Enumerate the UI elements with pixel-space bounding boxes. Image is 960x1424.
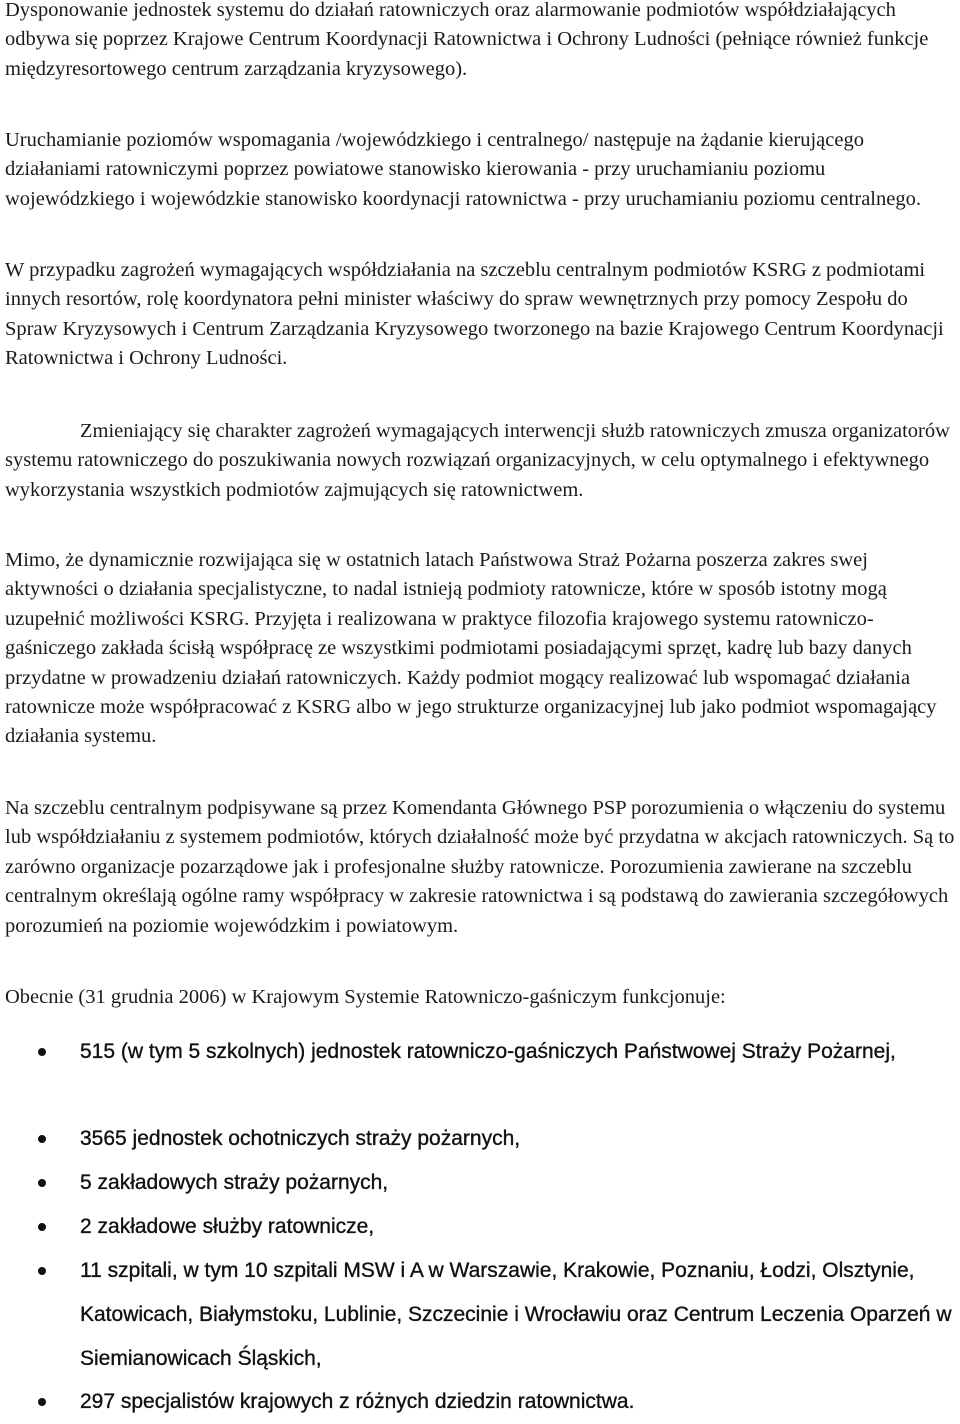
list-item-text: 297 specjalistów krajowych z różnych dziedzin ratownictwa. <box>80 1390 635 1413</box>
bullet-icon <box>38 1398 46 1406</box>
list-item-text: 515 (w tym 5 szkolnych) jednostek ratowniczo-gaśniczych Państwowej Straży Pożarnej, <box>80 1040 896 1063</box>
paragraph-support-levels: Uruchamianie poziomów wspomagania /wojewódzkiego i centralnego/ następuje na żądanie kierującego działaniami ratowniczymi poprzez powiatowe stanowisko kierowania - przy uruchamianiu poziomu wojewódzkiego i wojewódzkie stanowisko koordynacji ratownictwa - przy uruchamianiu poziomu centralnego. <box>5 129 921 210</box>
list-item <box>80 1117 960 1161</box>
bullet-icon <box>38 1223 46 1231</box>
paragraph-agreements: Na szczeblu centralnym podpisywane są przez Komendanta Głównego PSP porozumienia o włączeniu do systemu lub współdziałaniu z systemem podmiotów, których działalność może być przydatna w akcjach ratowniczych. Są to zarówno organizacje pozarządowe jak i profesjonalne służby ratownicze. Porozumienia zawierane na szczeblu centralnym określają ogólne ramy współpracy w zakresie ratownictwa i są podstawą do zawierania szczegółowych porozumień na poziomie wojewódzkim i powiatowym. <box>5 797 955 937</box>
list-item-text: 3565 jednostek ochotniczych straży pożarnych, <box>80 1127 521 1150</box>
bullet-icon <box>38 1267 46 1275</box>
paragraph-changing-threats: Zmieniający się charakter zagrożeń wymagających interwencji służb ratowniczych zmusza organizatorów systemu ratowniczego do poszukiwania nowych rozwiązań organizacyjnych, w celu optymalnego i efektywnego wykorzystania wszystkich podmiotów zajmujących się ratownictwem. <box>5 420 950 501</box>
list-item <box>80 1249 960 1381</box>
list-item-text: 11 szpitali, w tym 10 szpitali MSW i A w Warszawie, Krakowie, Poznaniu, Łodzi, Olsztynie, Katowicach, Białymstoku, Lublinie, Szczecinie i Wrocławiu oraz Centrum Leczenia Oparzeń w Siemianowicach Śląskich, <box>80 1259 952 1370</box>
paragraph-central-threats: W przypadku zagrożeń wymagających współdziałania na szczeblu centralnym podmiotów KSRG z podmiotami innych resortów, rolę koordynatora pełni minister właściwy do spraw wewnętrznych przy pomocy Zespołu do Spraw Kryzysowych i Centrum Zarządzania Kryzysowego tworzonego na bazie Krajowego Centrum Koordynacji Ratownictwa i Ochrony Ludności. <box>5 259 944 370</box>
paragraph-dispatching: Dysponowanie jednostek systemu do działań ratowniczych oraz alarmowanie podmiotów współdziałających odbywa się poprzez Krajowe Centrum Koordynacji Ratownictwa i Ochrony Ludności (pełniące również funkcje międzyresortowego centrum zarządzania kryzysowego). <box>5 0 929 80</box>
list-item-text: 2 zakładowe służby ratownicze, <box>80 1215 375 1238</box>
list-item <box>80 1161 960 1205</box>
list-item <box>80 1030 960 1074</box>
list-item <box>80 1380 960 1424</box>
paragraph-psp-activity: Mimo, że dynamicznie rozwijająca się w ostatnich latach Państwowa Straż Pożarna poszerza zakres swej aktywności o działania specjalistyczne, to nadal istnieją podmioty ratownicze, które w sposób istotny mogą uzupełnić możliwości KSRG. Przyjęta i realizowana w praktyce filozofia krajowego systemu ratowniczo- gaśniczego zakłada ścisłą współpracę ze wszystkimi podmiotami posiadającymi sprzęt, kadrę lub bazy danych przydatne w prowadzeniu działań ratowniczych. Każdy podmiot mogący realizować lub wspomagać działania ratownicze może współpracować z KSRG albo w jego strukturze organizacyjnej lub jako podmiot wspomagający działania systemu. <box>5 549 937 748</box>
bullet-icon <box>38 1179 46 1187</box>
list-item <box>80 1205 960 1249</box>
bullet-icon <box>38 1048 46 1056</box>
paragraph-current-status: Obecnie (31 grudnia 2006) w Krajowym Systemie Ratowniczo-gaśniczym funkcjonuje: <box>5 986 726 1008</box>
bullet-icon <box>38 1135 46 1143</box>
list-item-text: 5 zakładowych straży pożarnych, <box>80 1171 389 1194</box>
